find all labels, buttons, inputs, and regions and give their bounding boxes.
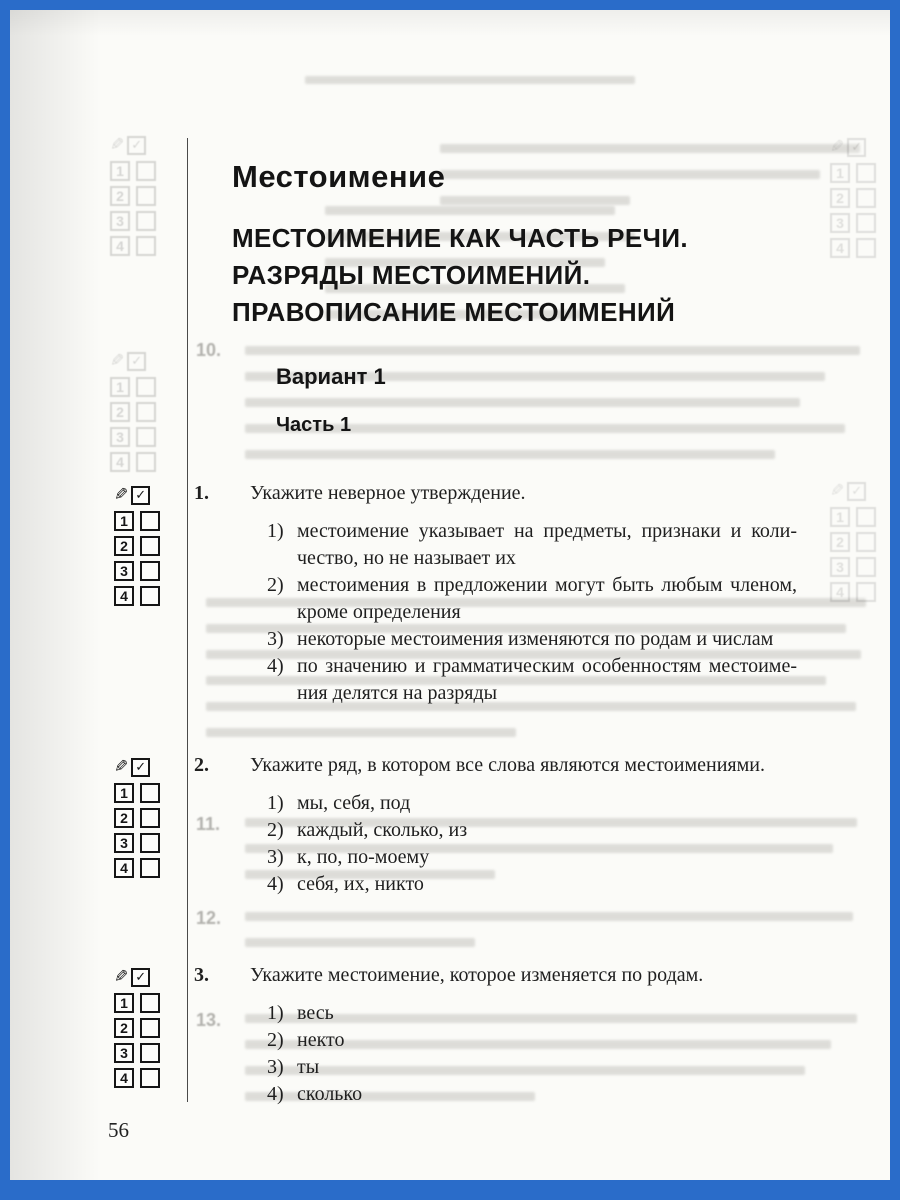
- ghost-checkbox: [136, 402, 156, 422]
- option-text: некоторые местоимения изменяются по родам и числам: [297, 628, 774, 650]
- option-marker: 1): [267, 1002, 284, 1024]
- bleed-line: [245, 346, 860, 355]
- answer-option: [267, 1027, 866, 1054]
- variant-label: Вариант 1: [276, 364, 386, 389]
- page-number: 56: [108, 1118, 129, 1142]
- ghost-checkbox: [856, 188, 876, 208]
- answer-checkbox[interactable]: [140, 993, 160, 1013]
- option-text: по значению и грамматическим особенностям местоимения делятся на разряды: [297, 655, 797, 704]
- section-title-line: МЕСТОИМЕНИЕ КАК ЧАСТЬ РЕЧИ.: [232, 223, 689, 253]
- row-number: 2: [114, 536, 134, 556]
- question-2: [194, 752, 866, 898]
- bleed-line: [245, 450, 775, 459]
- ghost-checkbox: [136, 236, 156, 256]
- answer-checkbox[interactable]: [140, 783, 160, 803]
- answer-option: [267, 1054, 866, 1081]
- answer-option: [267, 871, 866, 898]
- option-marker: 4): [267, 655, 284, 677]
- bleed-line: [305, 76, 635, 84]
- pencil-icon: ✎: [110, 134, 125, 155]
- answer-grid-1: [114, 484, 168, 611]
- option-text: каждый, сколько, из: [297, 819, 468, 841]
- row-number: 4: [830, 582, 850, 602]
- answer-checkbox[interactable]: [140, 586, 160, 606]
- row-number: 3: [830, 557, 850, 577]
- question-1: [194, 480, 866, 707]
- chapter-title: Местоимение: [232, 158, 446, 194]
- question-number: 3.: [194, 964, 209, 986]
- bleedthrough-number: 11.: [196, 814, 221, 834]
- options-list: [194, 518, 866, 707]
- answer-option: [267, 817, 866, 844]
- option-marker: 4): [267, 1083, 284, 1105]
- bleedthrough-number: 10.: [196, 340, 222, 360]
- checked-box-icon: ✓: [131, 486, 150, 505]
- ghost-checkbox: [136, 377, 156, 397]
- part-label: Часть 1: [276, 414, 352, 436]
- row-number: 3: [114, 1043, 134, 1063]
- answer-option: [267, 518, 866, 572]
- ghost-checkbox: [856, 213, 876, 233]
- question-number: 2.: [194, 754, 209, 776]
- option-text: весь: [297, 1002, 334, 1024]
- option-marker: 3): [267, 846, 284, 868]
- answer-checkbox[interactable]: [140, 1068, 160, 1088]
- answer-checkbox[interactable]: [140, 536, 160, 556]
- pencil-icon: ✎: [114, 966, 129, 987]
- checked-box-icon: ✓: [131, 968, 150, 987]
- answer-checkbox[interactable]: [140, 808, 160, 828]
- option-text: местоимения в предложении могут быть любым членом, кроме определения: [297, 574, 797, 623]
- ghost-checkbox: [136, 427, 156, 447]
- row-number: 2: [110, 402, 130, 422]
- option-text: к, по, по-моему: [297, 846, 430, 868]
- answer-checkbox[interactable]: [140, 561, 160, 581]
- answer-option: [267, 844, 866, 871]
- pencil-icon: ✎: [114, 756, 129, 777]
- section-title-line: РАЗРЯДЫ МЕСТОИМЕНИЙ.: [232, 260, 591, 290]
- row-number: 4: [110, 452, 130, 472]
- row-number: 1: [110, 161, 130, 181]
- bleedthrough-text: [245, 912, 853, 964]
- question-text: Укажите неверное утверждение.: [250, 482, 526, 504]
- checked-box-icon: ✓: [127, 136, 146, 155]
- row-number: 3: [114, 833, 134, 853]
- answer-option: [267, 653, 866, 707]
- answer-option: [267, 572, 866, 626]
- answer-checkbox[interactable]: [140, 1018, 160, 1038]
- book-page: [10, 10, 890, 1180]
- question-number: 1.: [194, 482, 209, 504]
- bleed-line: [245, 398, 800, 407]
- row-number: 4: [110, 236, 130, 256]
- answer-option: [267, 626, 866, 653]
- pencil-icon: ✎: [110, 350, 125, 371]
- option-text: некто: [297, 1029, 345, 1051]
- row-number: 1: [110, 377, 130, 397]
- option-marker: 2): [267, 1029, 284, 1051]
- option-text: местоимение указывает на предметы, признаки и количество, но не называет их: [297, 520, 797, 569]
- options-list: [194, 1000, 866, 1108]
- pencil-icon: ✎: [114, 484, 129, 505]
- bleed-line: [440, 196, 630, 205]
- bleed-line: [325, 206, 615, 215]
- answer-grid-ghost: [110, 350, 164, 477]
- option-marker: 2): [267, 574, 284, 596]
- answer-option: [267, 790, 866, 817]
- bleedthrough-number: 12.: [196, 908, 222, 928]
- answer-grid-3: [114, 966, 168, 1093]
- answer-grid-2: [114, 756, 168, 883]
- checked-box-icon: ✓: [847, 482, 866, 501]
- bleed-line: [206, 728, 516, 737]
- option-text: себя, их, никто: [297, 873, 424, 895]
- option-text: сколько: [297, 1083, 363, 1105]
- row-number: 4: [114, 858, 134, 878]
- answer-option: [267, 1081, 866, 1108]
- bleedthrough-text: [305, 76, 635, 101]
- checked-box-icon: ✓: [127, 352, 146, 371]
- ghost-checkbox: [136, 211, 156, 231]
- answer-grid-ghost: [830, 136, 884, 263]
- row-number: 3: [110, 427, 130, 447]
- pencil-icon: ✎: [830, 480, 845, 501]
- margin-divider: [187, 138, 188, 1102]
- checked-box-icon: ✓: [847, 138, 866, 157]
- option-marker: 1): [267, 792, 284, 814]
- answer-option: [267, 1000, 866, 1027]
- row-number: 1: [830, 507, 850, 527]
- ghost-checkbox: [856, 163, 876, 183]
- row-number: 1: [114, 511, 134, 531]
- question-text: Укажите местоимение, которое изменяется по родам.: [250, 964, 704, 986]
- row-number: 1: [830, 163, 850, 183]
- bleed-line: [245, 912, 853, 921]
- bleed-line: [440, 144, 860, 153]
- answer-checkbox[interactable]: [140, 833, 160, 853]
- row-number: 2: [114, 808, 134, 828]
- answer-grid-ghost: [110, 134, 164, 261]
- options-list: [194, 790, 866, 898]
- question-text: Укажите ряд, в котором все слова являются местоимениями.: [250, 754, 765, 776]
- row-number: 1: [114, 993, 134, 1013]
- ghost-checkbox: [136, 161, 156, 181]
- ghost-checkbox: [856, 238, 876, 258]
- option-text: ты: [297, 1056, 320, 1078]
- bleed-line: [440, 170, 820, 179]
- row-number: 3: [830, 213, 850, 233]
- answer-checkbox[interactable]: [140, 858, 160, 878]
- option-text: мы, себя, под: [297, 792, 411, 814]
- option-marker: 2): [267, 819, 284, 841]
- row-number: 2: [830, 532, 850, 552]
- option-marker: 3): [267, 628, 284, 650]
- row-number: 2: [114, 1018, 134, 1038]
- option-marker: 3): [267, 1056, 284, 1078]
- option-marker: 4): [267, 873, 284, 895]
- ghost-checkbox: [136, 186, 156, 206]
- ghost-checkbox: [136, 452, 156, 472]
- row-number: 3: [114, 561, 134, 581]
- row-number: 1: [114, 783, 134, 803]
- row-number: 3: [110, 211, 130, 231]
- row-number: 4: [114, 1068, 134, 1088]
- pencil-icon: ✎: [830, 136, 845, 157]
- checked-box-icon: ✓: [131, 758, 150, 777]
- row-number: 4: [114, 586, 134, 606]
- section-title: [232, 220, 688, 331]
- answer-checkbox[interactable]: [140, 1043, 160, 1063]
- question-3: [194, 962, 866, 1108]
- row-number: 4: [830, 238, 850, 258]
- option-marker: 1): [267, 520, 284, 542]
- row-number: 2: [110, 186, 130, 206]
- row-number: 2: [830, 188, 850, 208]
- answer-checkbox[interactable]: [140, 511, 160, 531]
- bleed-line: [245, 938, 475, 947]
- section-title-line: ПРАВОПИСАНИЕ МЕСТОИМЕНИЙ: [232, 297, 676, 327]
- bleedthrough-number: 13.: [196, 1010, 222, 1030]
